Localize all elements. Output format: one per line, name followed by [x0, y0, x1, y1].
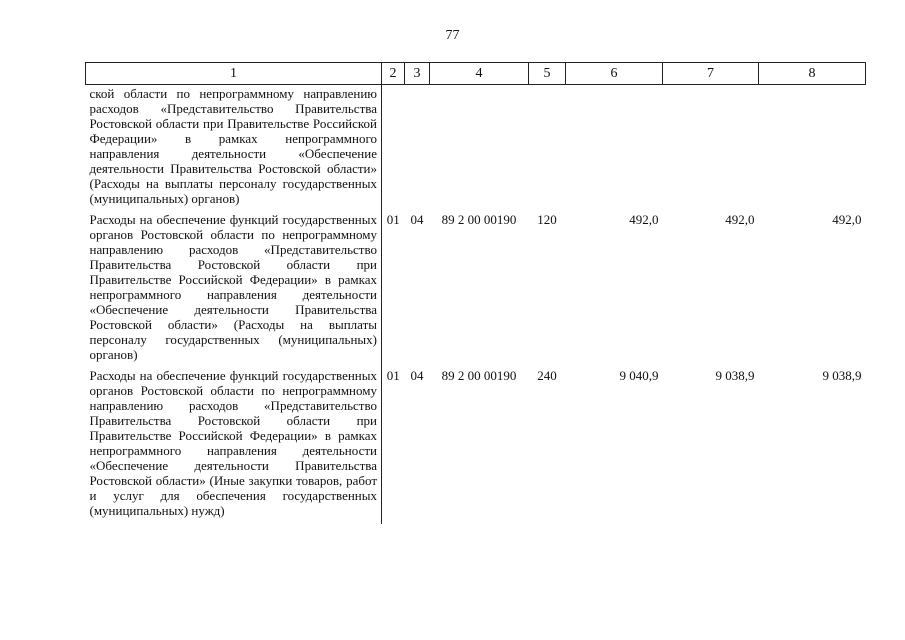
row-value-3: 492,0 [832, 212, 862, 227]
row-vr: 240 [537, 368, 557, 383]
row-csr [430, 85, 529, 213]
row-csr: 89 2 00 00190 [441, 368, 517, 383]
row-value-3: 9 038,9 [822, 368, 862, 383]
table-row [86, 212, 866, 368]
header-col-5: 5 [529, 63, 566, 85]
row-pr: 04 [410, 368, 424, 383]
table-row [86, 368, 866, 524]
header-col-3: 3 [405, 63, 430, 85]
row-rz [382, 85, 405, 213]
row-value-3 [759, 85, 866, 213]
row-value-2: 492,0 [725, 212, 755, 227]
row-name: ской области по непрограммному направлению расходов «Представительство Правительства Ростовской области при Правительстве Российской Федерации» в рамках непрограммного направления деятельности «Обеспечение деятельности Правительства Ростовской области» (Расходы на выплаты персоналу государственных (муниципальных) органов) [86, 85, 382, 213]
header-col-6: 6 [566, 63, 663, 85]
row-vr [529, 85, 566, 213]
row-rz: 01 [386, 368, 400, 383]
row-pr: 04 [410, 212, 424, 227]
row-value-1 [566, 85, 663, 213]
row-value-1: 492,0 [629, 212, 659, 227]
header-col-8: 8 [759, 63, 866, 85]
header-col-4: 4 [430, 63, 529, 85]
header-col-1: 1 [86, 63, 382, 85]
row-csr: 89 2 00 00190 [441, 212, 517, 227]
table-row [86, 85, 866, 213]
row-value-2: 9 038,9 [715, 368, 755, 383]
row-name: Расходы на обеспечение функций государственных органов Ростовской области по непрограммному направлению расходов «Представительство Правительства Ростовской области при Правительстве Российской Федерации» в рамках непрограммного направления деятельности «Обеспечение деятельности Правительства Ростовской области» (Расходы на выплаты персоналу государственных (муниципальных) органов) [86, 212, 382, 368]
page-number: 77 [445, 28, 460, 43]
row-name: Расходы на обеспечение функций государственных органов Ростовской области по непрограммному направлению расходов «Представительство Правительства Ростовской области при Правительстве Российской Федерации» в рамках непрограммного направления деятельности «Обеспечение деятельности Правительства Ростовской области» (Иные закупки товаров, работ и услуг для обеспечения государственных (муниципальных) нужд) [86, 368, 382, 524]
header-col-2: 2 [382, 63, 405, 85]
budget-table [85, 62, 866, 524]
row-vr: 120 [537, 212, 557, 227]
row-rz: 01 [386, 212, 400, 227]
table-header-row [86, 63, 866, 85]
row-value-1: 9 040,9 [619, 368, 659, 383]
row-pr [405, 85, 430, 213]
row-value-2 [663, 85, 759, 213]
header-col-7: 7 [663, 63, 759, 85]
